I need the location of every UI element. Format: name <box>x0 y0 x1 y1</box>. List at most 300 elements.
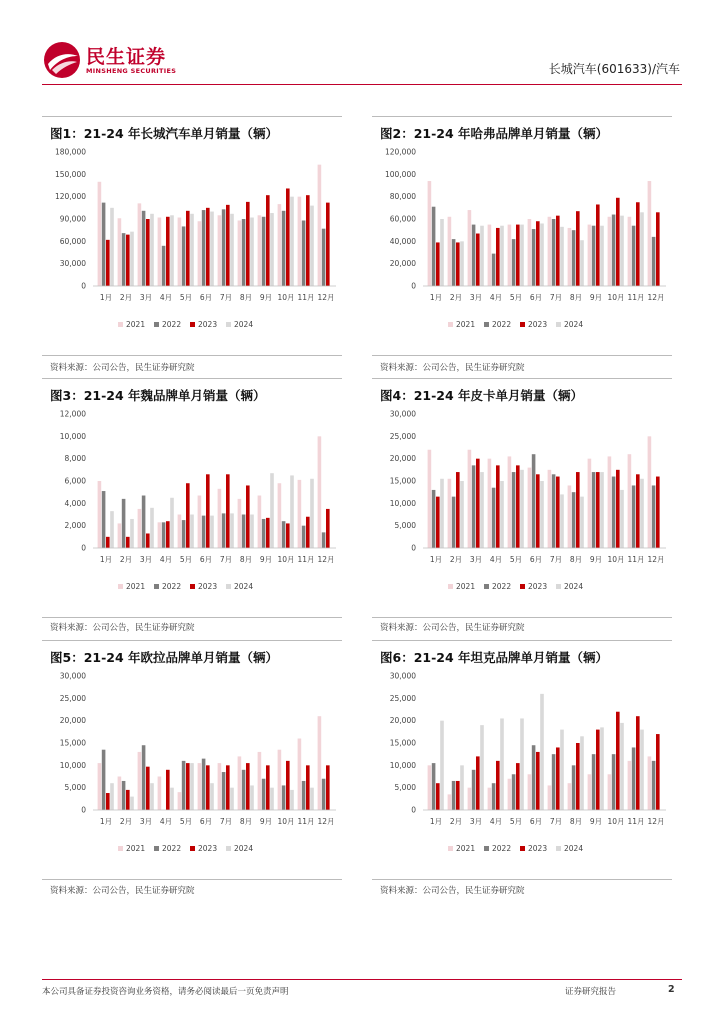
x-tick-label: 2月 <box>449 817 463 826</box>
bar-2021-8 <box>568 228 572 286</box>
legend-label-2023: 2023 <box>198 844 218 853</box>
x-tick-label: 6月 <box>529 555 543 564</box>
x-tick-label: 10月 <box>277 817 295 826</box>
bar-2024-5 <box>520 470 524 548</box>
footer-divider <box>42 979 682 980</box>
legend-swatch-2024 <box>226 846 231 851</box>
bar-2022-3 <box>472 465 476 548</box>
y-tick-label: 30,000 <box>59 671 86 681</box>
bar-2023-12 <box>326 203 330 286</box>
report-subject: 长城汽车(601633)/汽车 <box>548 62 680 76</box>
logo-text-cn: 民生证券 <box>86 46 167 68</box>
bar-2021-8 <box>238 499 242 548</box>
bar-2024-1 <box>440 721 444 810</box>
bar-2023-2 <box>456 781 460 810</box>
x-tick-label: 9月 <box>259 293 273 302</box>
bar-2023-2 <box>456 472 460 548</box>
bar-2023-10 <box>286 188 290 286</box>
legend-label-2023: 2023 <box>528 582 548 591</box>
bar-2022-1 <box>432 490 436 548</box>
bar-2024-6 <box>210 783 214 810</box>
bar-2022-6 <box>532 454 536 548</box>
legend-swatch-2024 <box>556 846 561 851</box>
legend-label-2021: 2021 <box>126 844 146 853</box>
bar-2022-4 <box>492 783 496 810</box>
bar-2023-4 <box>166 770 170 810</box>
chart-panel-4 <box>372 378 672 618</box>
bar-2023-10 <box>616 470 620 548</box>
bar-2023-7 <box>556 747 560 810</box>
bar-2023-6 <box>206 208 210 286</box>
bar-2021-6 <box>198 496 202 548</box>
x-tick-label: 2月 <box>119 555 133 564</box>
bar-2023-2 <box>126 790 130 810</box>
footer-report-type: 证券研究报告 <box>565 987 617 997</box>
y-tick-label: 0 <box>81 543 86 553</box>
bar-2024-2 <box>130 797 134 810</box>
y-tick-label: 10,000 <box>389 498 416 508</box>
bar-2022-3 <box>142 745 146 810</box>
legend-swatch-2023 <box>190 322 195 327</box>
x-tick-label: 1月 <box>99 555 113 564</box>
x-tick-label: 11月 <box>297 817 315 826</box>
bar-2022-11 <box>302 526 306 548</box>
bar-2024-4 <box>500 718 504 810</box>
bar-2024-10 <box>620 490 624 548</box>
x-tick-label: 9月 <box>589 817 603 826</box>
panel-bottom-line <box>372 879 672 880</box>
chart-panel-5 <box>42 640 342 880</box>
x-tick-label: 8月 <box>239 555 253 564</box>
bar-2021-7 <box>548 217 552 286</box>
bar-2022-3 <box>142 496 146 548</box>
y-tick-label: 0 <box>411 805 416 815</box>
y-tick-label: 10,000 <box>389 760 416 770</box>
x-tick-label: 11月 <box>627 293 645 302</box>
bar-2023-6 <box>206 474 210 548</box>
bar-2024-4 <box>500 226 504 286</box>
bar-2021-9 <box>588 459 592 548</box>
bar-2021-7 <box>218 215 222 286</box>
bar-2023-11 <box>306 195 310 286</box>
bar-2021-2 <box>118 523 122 548</box>
bar-2023-1 <box>436 242 440 286</box>
bar-2023-4 <box>166 217 170 286</box>
bar-2024-4 <box>170 788 174 810</box>
bar-2022-2 <box>122 781 126 810</box>
bar-2023-3 <box>476 459 480 548</box>
bar-2021-4 <box>158 522 162 548</box>
bar-2023-8 <box>246 202 250 286</box>
y-tick-label: 40,000 <box>389 236 416 246</box>
bar-2024-11 <box>640 212 644 286</box>
bar-2022-7 <box>222 772 226 810</box>
legend-swatch-2024 <box>556 322 561 327</box>
bar-2023-7 <box>226 205 230 286</box>
bar-2022-10 <box>282 211 286 286</box>
logo-text-en: MINSHENG SECURITIES <box>86 67 177 75</box>
legend-label-2023: 2023 <box>198 320 218 329</box>
bar-2022-10 <box>612 754 616 810</box>
y-tick-label: 10,000 <box>59 431 86 441</box>
x-tick-label: 12月 <box>647 293 665 302</box>
y-tick-label: 30,000 <box>59 259 86 269</box>
bar-2022-8 <box>242 515 246 549</box>
bar-2022-4 <box>162 522 166 548</box>
bar-2022-11 <box>632 226 636 286</box>
chart-source: 资料来源：公司公告，民生证券研究院 <box>380 886 525 896</box>
y-tick-label: 20,000 <box>59 716 86 726</box>
bar-2022-10 <box>282 785 286 810</box>
bar-2021-11 <box>628 217 632 286</box>
bar-2024-10 <box>620 216 624 286</box>
legend-label-2021: 2021 <box>126 582 146 591</box>
bar-2022-4 <box>162 246 166 286</box>
chart-title: 图4：21-24 年皮卡单月销量（辆） <box>380 388 584 403</box>
bar-2022-12 <box>322 532 326 548</box>
bar-2022-10 <box>282 521 286 548</box>
bar-2021-1 <box>98 182 102 286</box>
logo-mark-icon <box>42 40 82 80</box>
bar-2023-1 <box>106 793 110 810</box>
bar-2021-9 <box>258 496 262 548</box>
y-tick-label: 60,000 <box>59 236 86 246</box>
y-tick-label: 30,000 <box>389 671 416 681</box>
y-tick-label: 80,000 <box>389 192 416 202</box>
bar-2024-2 <box>130 232 134 286</box>
minsheng-logo <box>42 40 182 80</box>
y-tick-label: 0 <box>411 543 416 553</box>
bar-2022-9 <box>262 519 266 548</box>
bar-2021-10 <box>608 774 612 810</box>
bar-2023-6 <box>536 221 540 286</box>
x-tick-label: 11月 <box>297 555 315 564</box>
bar-2023-2 <box>456 242 460 286</box>
bar-2023-6 <box>206 765 210 810</box>
chart-panel-6 <box>372 640 672 880</box>
bar-2021-9 <box>258 752 262 810</box>
y-tick-label: 25,000 <box>59 693 86 703</box>
x-tick-label: 6月 <box>529 817 543 826</box>
x-tick-label: 2月 <box>449 293 463 302</box>
legend-label-2022: 2022 <box>492 582 512 591</box>
bar-2021-12 <box>648 436 652 548</box>
bar-2024-6 <box>540 223 544 286</box>
bar-2021-11 <box>298 480 302 548</box>
y-tick-label: 12,000 <box>59 409 86 419</box>
y-tick-label: 15,000 <box>389 738 416 748</box>
legend-label-2024: 2024 <box>234 320 254 329</box>
legend-label-2022: 2022 <box>162 582 182 591</box>
bar-2022-2 <box>122 499 126 548</box>
chart-pickup-monthly-sales <box>372 406 672 614</box>
bar-2024-10 <box>620 723 624 810</box>
y-tick-label: 25,000 <box>389 431 416 441</box>
legend-swatch-2023 <box>520 846 525 851</box>
x-tick-label: 5月 <box>179 555 193 564</box>
chart-title: 图5：21-24 年欧拉品牌单月销量（辆） <box>50 650 279 665</box>
bar-2022-1 <box>432 207 436 286</box>
x-tick-label: 2月 <box>119 817 133 826</box>
bar-2024-10 <box>290 475 294 548</box>
x-tick-label: 9月 <box>259 555 273 564</box>
x-tick-label: 5月 <box>509 293 523 302</box>
x-tick-label: 12月 <box>317 555 335 564</box>
bar-2022-2 <box>452 781 456 810</box>
bar-2023-11 <box>636 716 640 810</box>
bar-2023-1 <box>106 537 110 548</box>
chart-title: 图2：21-24 年哈弗品牌单月销量（辆） <box>380 126 609 141</box>
x-tick-label: 2月 <box>119 293 133 302</box>
legend-label-2021: 2021 <box>126 320 146 329</box>
bar-2024-2 <box>460 241 464 286</box>
y-tick-label: 20,000 <box>389 716 416 726</box>
bar-2023-7 <box>556 477 560 548</box>
bar-2023-9 <box>266 195 270 286</box>
bar-2022-4 <box>492 488 496 548</box>
bar-2024-1 <box>440 479 444 548</box>
bar-2022-12 <box>652 237 656 286</box>
y-tick-label: 20,000 <box>389 454 416 464</box>
bar-2022-6 <box>202 516 206 548</box>
chart-title: 图3：21-24 年魏品牌单月销量（辆） <box>50 388 266 403</box>
x-tick-label: 6月 <box>529 293 543 302</box>
bar-2023-4 <box>496 761 500 810</box>
bar-2021-12 <box>318 165 322 286</box>
bar-2023-11 <box>636 474 640 548</box>
bar-2021-7 <box>548 470 552 548</box>
bar-2024-9 <box>600 226 604 286</box>
chart-source: 资料来源：公司公告，民生证券研究院 <box>380 623 525 633</box>
bar-2023-2 <box>126 235 130 286</box>
bar-2024-7 <box>560 730 564 810</box>
bar-2024-9 <box>270 788 274 810</box>
bar-2023-7 <box>226 474 230 548</box>
legend-label-2022: 2022 <box>162 844 182 853</box>
x-tick-label: 1月 <box>429 817 443 826</box>
x-tick-label: 12月 <box>647 555 665 564</box>
bar-2022-8 <box>572 230 576 286</box>
bar-2024-2 <box>130 519 134 548</box>
x-tick-label: 4月 <box>159 555 173 564</box>
chart-great-wall-monthly-sales <box>42 144 342 352</box>
x-tick-label: 9月 <box>589 293 603 302</box>
x-tick-label: 7月 <box>549 555 563 564</box>
legend-label-2024: 2024 <box>564 582 584 591</box>
bar-2021-3 <box>138 752 142 810</box>
bar-2023-5 <box>516 465 520 548</box>
bar-2023-11 <box>306 517 310 548</box>
bar-2022-2 <box>122 233 126 286</box>
y-tick-label: 8,000 <box>64 454 86 464</box>
bar-2023-3 <box>146 533 150 548</box>
bar-2023-7 <box>556 216 560 286</box>
panel-bottom-line <box>42 879 342 880</box>
y-tick-label: 60,000 <box>389 214 416 224</box>
x-tick-label: 10月 <box>607 817 625 826</box>
legend-swatch-2022 <box>154 322 159 327</box>
bar-2022-12 <box>652 485 656 548</box>
x-tick-label: 3月 <box>469 817 483 826</box>
x-tick-label: 7月 <box>549 293 563 302</box>
bar-2021-12 <box>648 756 652 810</box>
bar-2021-5 <box>178 792 182 810</box>
x-tick-label: 1月 <box>99 293 113 302</box>
bar-2022-5 <box>512 472 516 548</box>
bar-2021-3 <box>468 450 472 548</box>
bar-2021-5 <box>508 779 512 810</box>
legend-swatch-2022 <box>154 846 159 851</box>
x-tick-label: 3月 <box>139 293 153 302</box>
bar-2022-4 <box>492 254 496 286</box>
legend-swatch-2024 <box>556 584 561 589</box>
bar-2021-4 <box>158 777 162 811</box>
bar-2024-3 <box>150 214 154 286</box>
legend-label-2023: 2023 <box>528 320 548 329</box>
legend-label-2024: 2024 <box>234 844 254 853</box>
bar-2021-1 <box>428 450 432 548</box>
x-tick-label: 10月 <box>277 293 295 302</box>
bar-2022-12 <box>322 229 326 286</box>
x-tick-label: 9月 <box>589 555 603 564</box>
bar-2022-6 <box>532 745 536 810</box>
bar-2021-2 <box>118 777 122 811</box>
bar-2023-4 <box>496 228 500 286</box>
bar-2024-3 <box>480 226 484 286</box>
x-tick-label: 4月 <box>489 555 503 564</box>
bar-2021-6 <box>528 774 532 810</box>
bar-2024-11 <box>310 788 314 810</box>
bar-2024-7 <box>230 788 234 810</box>
bar-2024-11 <box>640 730 644 810</box>
bar-2021-4 <box>158 218 162 286</box>
chart-source: 资料来源：公司公告，民生证券研究院 <box>380 363 525 373</box>
bar-2024-1 <box>110 511 114 548</box>
bar-2021-9 <box>588 225 592 286</box>
y-tick-label: 0 <box>411 281 416 291</box>
bar-2023-8 <box>576 472 580 548</box>
bar-2022-1 <box>102 750 106 810</box>
bar-2023-11 <box>306 765 310 810</box>
legend-label-2021: 2021 <box>456 582 476 591</box>
bar-2023-5 <box>516 225 520 286</box>
bar-2024-3 <box>480 472 484 548</box>
bar-2024-5 <box>520 718 524 810</box>
bar-2023-5 <box>516 763 520 810</box>
bar-2023-12 <box>656 212 660 286</box>
bar-2022-7 <box>552 219 556 286</box>
bar-2022-9 <box>592 754 596 810</box>
bar-2021-4 <box>488 788 492 810</box>
bar-2023-3 <box>146 767 150 810</box>
panel-bottom-line <box>42 617 342 618</box>
legend-label-2023: 2023 <box>528 844 548 853</box>
y-tick-label: 90,000 <box>59 214 86 224</box>
bar-2022-11 <box>302 781 306 810</box>
x-tick-label: 1月 <box>99 817 113 826</box>
bar-2022-3 <box>142 211 146 286</box>
bar-2023-12 <box>326 509 330 548</box>
y-tick-label: 15,000 <box>389 476 416 486</box>
y-tick-label: 2,000 <box>64 521 86 531</box>
bar-2022-6 <box>202 210 206 286</box>
chart-panel-2 <box>372 116 672 356</box>
x-tick-label: 4月 <box>159 817 173 826</box>
bar-2021-4 <box>488 459 492 548</box>
bar-2023-3 <box>476 756 480 810</box>
x-tick-label: 7月 <box>549 817 563 826</box>
bar-2022-7 <box>222 209 226 286</box>
chart-source: 资料来源：公司公告，民生证券研究院 <box>50 363 195 373</box>
bar-2022-11 <box>302 220 306 286</box>
bar-2024-3 <box>150 783 154 810</box>
bar-2021-12 <box>318 436 322 548</box>
legend-swatch-2021 <box>118 322 123 327</box>
bar-2021-8 <box>568 485 572 548</box>
bar-2021-5 <box>508 225 512 286</box>
bar-2023-8 <box>576 211 580 286</box>
y-tick-label: 100,000 <box>384 169 416 179</box>
x-tick-label: 10月 <box>607 293 625 302</box>
bar-2021-3 <box>138 509 142 548</box>
legend-label-2022: 2022 <box>492 320 512 329</box>
legend-swatch-2022 <box>484 584 489 589</box>
bar-2021-8 <box>568 783 572 810</box>
legend-swatch-2023 <box>190 846 195 851</box>
bar-2024-4 <box>170 215 174 286</box>
bar-2022-9 <box>262 779 266 810</box>
y-tick-label: 0 <box>81 805 86 815</box>
bar-2023-3 <box>146 219 150 286</box>
bar-2023-8 <box>246 485 250 548</box>
bar-2022-10 <box>612 477 616 548</box>
bar-2021-2 <box>448 217 452 286</box>
bar-2022-12 <box>322 779 326 810</box>
panel-bottom-line <box>42 355 342 356</box>
bar-2023-10 <box>286 761 290 810</box>
chart-source: 资料来源：公司公告，民生证券研究院 <box>50 623 195 633</box>
bar-2022-5 <box>182 761 186 810</box>
bar-2022-1 <box>102 203 106 286</box>
x-tick-label: 8月 <box>239 293 253 302</box>
bar-2024-5 <box>190 763 194 810</box>
bar-2022-7 <box>552 754 556 810</box>
y-tick-label: 5,000 <box>394 521 416 531</box>
x-tick-label: 4月 <box>489 817 503 826</box>
legend-swatch-2023 <box>520 322 525 327</box>
bar-2024-7 <box>560 227 564 286</box>
bar-2024-4 <box>500 481 504 548</box>
bar-2022-5 <box>182 226 186 286</box>
x-tick-label: 8月 <box>239 817 253 826</box>
bar-2021-10 <box>278 750 282 810</box>
bar-2023-9 <box>596 472 600 548</box>
bar-2023-9 <box>596 204 600 286</box>
bar-2021-2 <box>448 794 452 810</box>
x-tick-label: 12月 <box>647 817 665 826</box>
y-tick-label: 25,000 <box>389 693 416 703</box>
chart-source: 资料来源：公司公告，民生证券研究院 <box>50 886 195 896</box>
bar-2022-7 <box>222 513 226 548</box>
legend-label-2022: 2022 <box>162 320 182 329</box>
x-tick-label: 4月 <box>489 293 503 302</box>
footer-disclaimer: 本公司具备证券投资咨询业务资格，请务必阅读最后一页免责声明 <box>42 987 289 997</box>
bar-2023-5 <box>186 483 190 548</box>
bar-2024-3 <box>150 508 154 548</box>
bar-2022-1 <box>432 763 436 810</box>
bar-2021-3 <box>468 210 472 286</box>
bar-2023-8 <box>576 743 580 810</box>
